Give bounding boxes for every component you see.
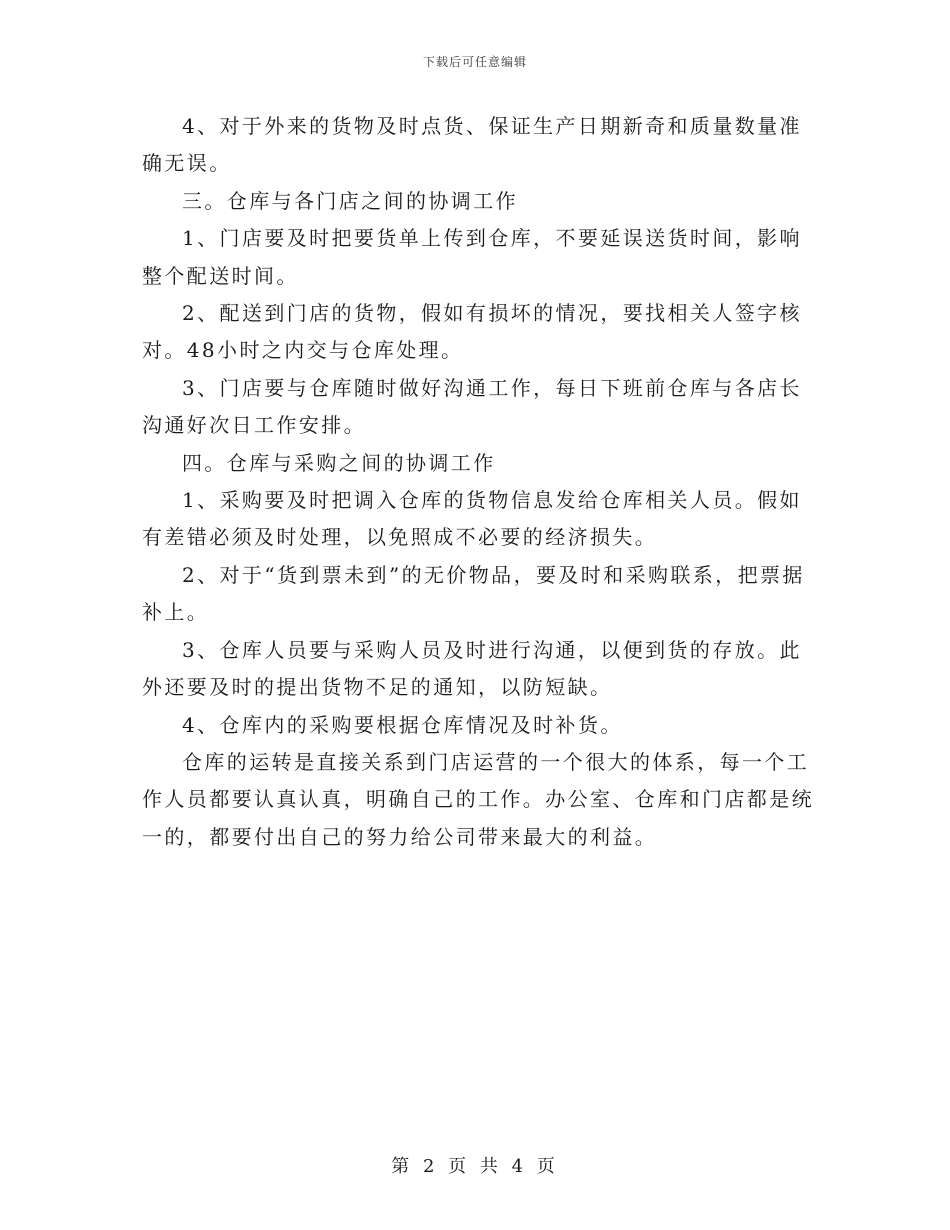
paragraph-purchase-item-3: 3、仓库人员要与采购人员及时进行沟通，以便到货的存放。此外还要及时的提出货物不足的通知，以防短缺。 (142, 637, 802, 700)
page-header: 下载后可任意编辑 (422, 55, 527, 69)
paragraph-store-item-1: 1、门店要及时把要货单上传到仓库，不要延误送货时间，影响整个配送时间。 (142, 226, 802, 288)
page-number-text: 第 2 页 共 4 页 (391, 1156, 559, 1177)
paragraph-purchase-item-1: 1、采购要及时把调入仓库的货物信息发给仓库相关人员。假如有差错必须及时处理，以免照成不必要的经济损失。 (142, 488, 802, 550)
paragraph-store-item-2: 2、配送到门店的货物，假如有损坏的情况，要找相关人签字核对。48小时之内交与仓库处理。 (142, 301, 802, 363)
paragraph-store-item-3: 3、门店要与仓库随时做好沟通工作，每日下班前仓库与各店长沟通好次日工作安排。 (142, 375, 802, 438)
paragraph-purchase-item-4: 4、仓库内的采购要根据仓库情况及时补货。 (182, 712, 623, 737)
section-heading-4: 四。仓库与采购之间的协调工作 (182, 450, 496, 475)
paragraph-item-4-inspection: 4、对于外来的货物及时点货、保证生产日期新奇和质量数量准确无误。 (142, 114, 802, 176)
page-number (0, 1152, 950, 1178)
paragraph-conclusion: 仓库的运转是直接关系到门店运营的一个很大的体系，每一个工作人员都要认真认真，明确自己的工作。办公室、仓库和门店都是统一的，都要付出自己的努力给公司带来最大的利益。 (142, 749, 814, 849)
section-heading-3: 三。仓库与各门店之间的协调工作 (182, 188, 518, 213)
document-body (142, 108, 822, 856)
paragraph-purchase-item-2: 2、对于“货到票未到”的无价物品，要及时和采购联系，把票据补上。 (142, 562, 805, 625)
